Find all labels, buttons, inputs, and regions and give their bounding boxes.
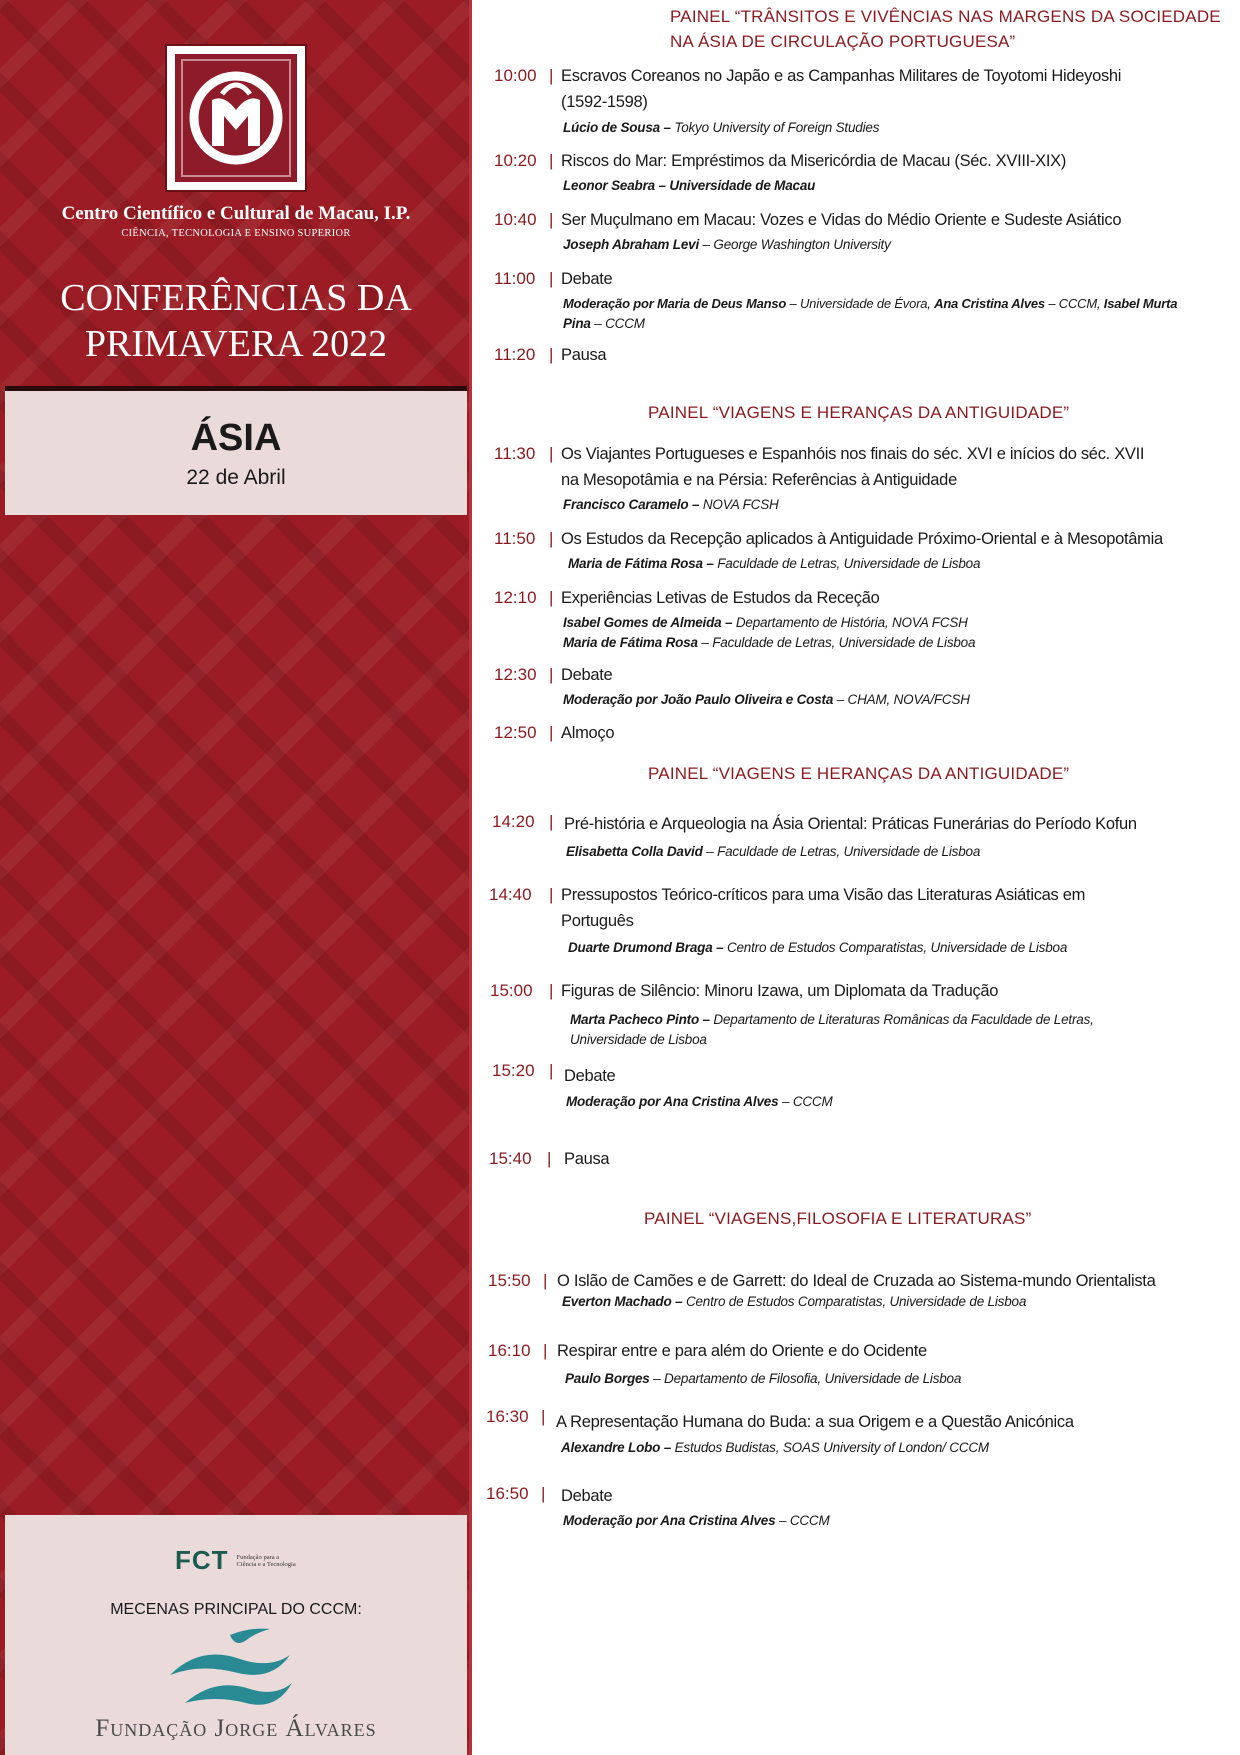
session-time: 12:30 <box>494 665 537 684</box>
session-speaker: Moderação por Maria de Deus Manso – Universidade de Évora, Ana Cristina Alves – CCCM, Isabel Murta <box>563 296 1178 311</box>
session-title: Pausa <box>564 1150 610 1168</box>
program-schedule <box>472 0 1240 1755</box>
session-time: 15:40 <box>489 1149 532 1168</box>
session-title: Pressupostos Teórico-críticos para uma Visão das Literaturas Asiáticas em <box>561 886 1086 904</box>
session-time: 10:40 <box>494 210 537 229</box>
separator: | <box>549 665 554 684</box>
session-speaker: Pina – CCCM <box>563 316 645 331</box>
separator: | <box>549 1061 554 1080</box>
session-speaker: Moderação por Ana Cristina Alves – CCCM <box>563 1513 830 1528</box>
separator: | <box>549 66 554 85</box>
session-title: Português <box>561 912 634 930</box>
separator: | <box>549 269 554 288</box>
session-title: Ser Muçulmano em Macau: Vozes e Vidas do Médio Oriente e Sudeste Asiático <box>561 211 1122 229</box>
session-time: 14:20 <box>492 812 535 831</box>
session-title: (1592-1598) <box>561 93 648 111</box>
panel-title <box>648 400 1069 425</box>
separator: | <box>541 1407 546 1426</box>
session-title: Almoço <box>561 724 615 742</box>
organization-subtitle: CIÊNCIA, TECNOLOGIA E ENSINO SUPERIOR <box>121 228 351 239</box>
separator: | <box>549 345 554 364</box>
left-sidebar <box>0 0 472 1755</box>
panel-title-line: PAINEL “VIAGENS E HERANÇAS DA ANTIGUIDADE” <box>648 403 1070 422</box>
separator: | <box>549 981 554 1000</box>
session-speaker: Joseph Abraham Levi – George Washington University <box>563 237 891 252</box>
separator: | <box>543 1341 548 1360</box>
theme-title: ÁSIA <box>190 417 282 459</box>
separator: | <box>547 1149 552 1168</box>
session-time: 11:00 <box>494 269 536 288</box>
session-speaker: Alexandre Lobo – Estudos Budistas, SOAS University of London/ CCCM <box>561 1440 989 1455</box>
separator: | <box>549 444 554 463</box>
session-time: 12:50 <box>494 723 537 742</box>
separator: | <box>549 529 554 548</box>
session-title: Escravos Coreanos no Japão e as Campanhas Militares de Toyotomi Hideyoshi <box>561 67 1122 85</box>
session-time: 15:00 <box>490 981 533 1000</box>
session-time: 10:20 <box>494 151 537 170</box>
session-speaker: Francisco Caramelo – NOVA FCSH <box>563 497 779 512</box>
session-time: 10:00 <box>494 66 537 85</box>
separator: | <box>543 1271 548 1290</box>
session-title: na Mesopotâmia e na Pérsia: Referências à Antiguidade <box>561 471 957 489</box>
session-speaker: Maria de Fátima Rosa – Faculdade de Letras, Universidade de Lisboa <box>568 556 981 571</box>
session-time: 16:10 <box>488 1341 531 1360</box>
panel-title-line: NA ÁSIA DE CIRCULAÇÃO PORTUGUESA” <box>670 32 1016 51</box>
session-title: Pré-história e Arqueologia na Ásia Oriental: Práticas Funerárias do Período Kofun <box>564 815 1137 833</box>
session-time: 14:40 <box>489 885 532 904</box>
session-title: Os Estudos da Recepção aplicados à Antiguidade Próximo-Oriental e à Mesopotâmia <box>561 530 1163 548</box>
session-speaker: Everton Machado – Centro de Estudos Comparatistas, Universidade de Lisboa <box>562 1294 1027 1309</box>
session-title: Debate <box>561 1487 613 1505</box>
session-title: Experiências Letivas de Estudos da Receção <box>561 589 880 607</box>
session-time: 16:50 <box>486 1484 529 1503</box>
session-title: Debate <box>561 270 613 288</box>
fct-logo <box>175 1545 297 1576</box>
session-speaker: Isabel Gomes de Almeida – Departamento de História, NOVA FCSH <box>563 615 968 630</box>
event-title <box>0 275 472 367</box>
panel-title-line: PAINEL “TRÂNSITOS E VIVÊNCIAS NAS MARGENS DA SOCIEDADE <box>670 7 1221 26</box>
separator: | <box>549 723 554 742</box>
session-title: Riscos do Mar: Empréstimos da Misericórdia de Macau (Séc. XVIII-XIX) <box>561 152 1067 170</box>
fja-waves-icon <box>160 1625 300 1715</box>
theme-box <box>5 386 467 515</box>
event-date: 22 de Abril <box>186 466 286 489</box>
m-emblem-icon <box>175 54 297 182</box>
session-title: Debate <box>561 666 613 684</box>
mecenas-label: MECENAS PRINCIPAL DO CCCM: <box>110 1601 362 1618</box>
session-speaker: Paulo Borges – Departamento de Filosofia, Universidade de Lisboa <box>565 1371 962 1386</box>
session-time: 16:30 <box>486 1407 529 1426</box>
organization-name: Centro Científico e Cultural de Macau, I.P. <box>61 203 411 224</box>
session-speaker: Maria de Fátima Rosa – Faculdade de Letras, Universidade de Lisboa <box>563 635 976 650</box>
session-title: O Islão de Camões e de Garrett: do Ideal de Cruzada ao Sistema-mundo Orientalista <box>557 1272 1156 1290</box>
fct-logo-subtitle: Fundação para a Ciência e a Tecnologia <box>236 1553 296 1568</box>
panel-title <box>648 761 1069 786</box>
session-title: Figuras de Silêncio: Minoru Izawa, um Diplomata da Tradução <box>561 982 999 1000</box>
separator: | <box>549 210 554 229</box>
session-time: 11:50 <box>494 529 536 548</box>
separator: | <box>549 151 554 170</box>
session-speaker: Universidade de Lisboa <box>570 1032 707 1047</box>
session-speaker: Marta Pacheco Pinto – Departamento de Literaturas Românicas da Faculdade de Letras, <box>570 1012 1094 1027</box>
session-speaker: Lúcio de Sousa – Tokyo University of Foreign Studies <box>563 120 880 135</box>
session-speaker: Leonor Seabra – Universidade de Macau <box>563 178 816 193</box>
fja-name: Fundação Jorge Álvares <box>95 1715 377 1742</box>
session-title: A Representação Humana do Buda: a sua Origem e a Questão Anicónica <box>556 1413 1074 1431</box>
session-time: 12:10 <box>494 588 537 607</box>
session-time: 15:50 <box>488 1271 531 1290</box>
panel-title-line: PAINEL “VIAGENS E HERANÇAS DA ANTIGUIDADE” <box>648 764 1070 783</box>
session-speaker: Duarte Drumond Braga – Centro de Estudos Comparatistas, Universidade de Lisboa <box>568 940 1068 955</box>
panel-title <box>670 4 1221 54</box>
fct-logo-text: FCT <box>175 1545 229 1575</box>
session-title: Pausa <box>561 346 607 364</box>
sponsor-box <box>5 1515 467 1755</box>
session-title: Respirar entre e para além do Oriente e do Ocidente <box>557 1342 927 1360</box>
session-time: 11:20 <box>494 345 536 364</box>
session-speaker: Moderação por João Paulo Oliveira e Costa – CHAM, NOVA/FCSH <box>563 692 970 707</box>
separator: | <box>549 885 554 904</box>
event-title-line1: CONFERÊNCIAS DA <box>60 277 412 319</box>
panel-title <box>644 1206 1031 1231</box>
session-title: Debate <box>564 1067 616 1085</box>
session-speaker: Elisabetta Colla David – Faculdade de Letras, Universidade de Lisboa <box>566 844 981 859</box>
separator: | <box>549 812 554 831</box>
session-time: 15:20 <box>492 1061 535 1080</box>
session-speaker: Moderação por Ana Cristina Alves – CCCM <box>566 1094 833 1109</box>
separator: | <box>549 588 554 607</box>
separator: | <box>541 1484 546 1503</box>
event-title-line2: PRIMAVERA 2022 <box>84 323 388 365</box>
panel-title-line: PAINEL “VIAGENS,FILOSOFIA E LITERATURAS” <box>644 1209 1032 1228</box>
cccm-logo <box>165 44 307 192</box>
session-time: 11:30 <box>494 444 536 463</box>
session-title: Os Viajantes Portugueses e Espanhóis nos finais do séc. XVI e inícios do séc. XVII <box>561 445 1145 463</box>
